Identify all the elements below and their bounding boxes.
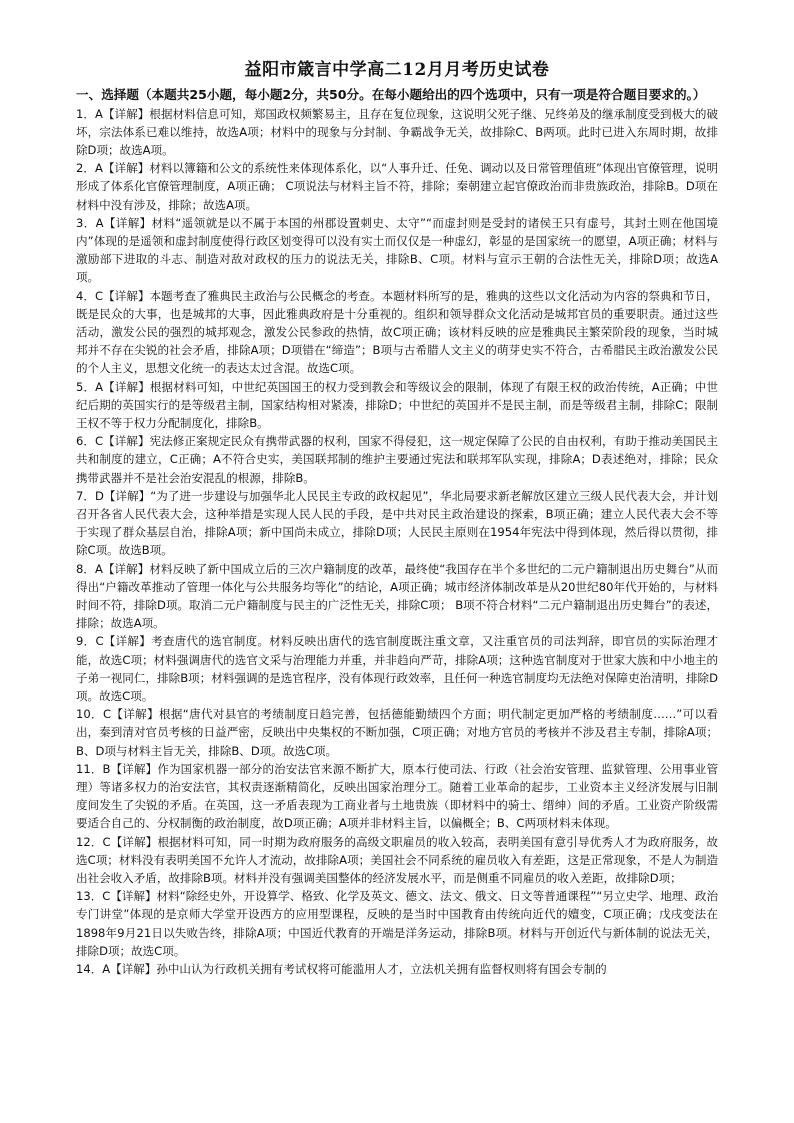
list-item [76, 833, 718, 888]
item-num: 10． [76, 707, 103, 722]
list-item [76, 432, 718, 487]
item-answer: B [102, 761, 111, 776]
item-num: 6． [76, 434, 96, 449]
page [76, 58, 718, 978]
list-item [76, 214, 718, 287]
item-answer: A [95, 215, 104, 230]
item-tag: 【详解】 [102, 161, 150, 176]
page-title: 益阳市箴言中学高二12月月考历史试卷 [244, 60, 550, 80]
item-tag: 【详解】 [103, 434, 150, 449]
item-text: 宪法修正案规定民众有携带武器的权利，国家不得侵犯，这一规定保障了公民的自由权利，有助于推动美国民主共和制度的建立，C正确；A不符合史实，美国联邦制的维护主要通过宪法和联邦军队实现，排除A；D表述绝对，排除；民众携带武器并不是社会治安混乱的根源，排除B。 [76, 434, 719, 485]
item-answer: A [95, 379, 104, 394]
item-tag: 【详解】 [110, 962, 157, 977]
item-answer: C [95, 434, 104, 449]
item-tag: 【详解】 [103, 488, 151, 503]
item-num: 9． [76, 634, 96, 649]
item-tag: 【详解】 [103, 634, 152, 649]
item-num: 11． [76, 761, 103, 776]
list-item [76, 378, 718, 433]
item-num: 14． [76, 962, 103, 977]
item-answer: C [95, 634, 104, 649]
item-text: 作为国家机器一部分的治安法官来源不断扩大，原本行使司法、行政（社会治安管理、监狱管理、公用事业管理）等诸多权力的治安法官，其权责逐渐精简化，反映出国家治理分工。随着工业革命的起步，工业资本主义经济发展与旧制度间发生了尖锐的矛盾。在英国，这一矛盾表现为工商业者与土地贵族（即材料中的骑士、缙绅）间的矛盾。工业资产阶级需要适合自己的、分权制衡的政治制度，故D项正确；A项并非材料主旨，以偏概全；B、C两项材料未体现。 [76, 761, 718, 831]
list-item [76, 705, 718, 760]
item-answer: C [95, 288, 104, 303]
item-num: 1． [76, 106, 96, 121]
item-text: 根据“唐代对县官的考绩制度日趋完善，包括德能勤绩四个方面；明代制定更加严格的考绩制度……”可以看出，秦到清对官员考核的日益严密，反映出中央集权的不断加强，C项正确；对地方官员的考核并不涉及君主专制，排除A项；B、D项与材料主旨无关，排除B、D项。故选C项。 [76, 707, 718, 758]
item-text: 根据材料可知，中世纪英国国王的权力受到教会和等级议会的限制，体现了有限王权的政治传统，A正确；中世纪后期的英国实行的是等级君主制，国家结构相对紧凑，排除D；中世纪的英国并不是民主制，而是等级君主制，排除C；限制王权不等于权力分配制度化，排除B。 [76, 379, 718, 430]
item-answer: C [102, 889, 111, 904]
item-num: 12． [76, 834, 103, 849]
list-item [76, 560, 718, 633]
list-item [76, 159, 718, 214]
item-num: 8． [76, 561, 95, 576]
item-text: 孙中山认为行政机关拥有考试权将可能滥用人才，立法机关拥有监督权则将有国会专制的 [156, 962, 607, 977]
item-text: 材料以簿籍和公文的系统性来体现体系化，以“人事升迁、任免、调动以及日常管理值班”体现出官僚管理，说明形成了体系化官僚管理制度，A项正确； C项说法与材料主旨不符，排除；秦朝建立起官僚政治而非贵族政治，排除B。D项在材料中没有涉及，排除；故选A项。 [76, 161, 718, 212]
item-text: 材料“遥领就是以不属于本国的州郡设置刺史、太守”“而虚封则是受封的诸侯王只有虚号，其封土则在他国境内”体现的是遥领和虚封制度使得行政区划变得可以没有实土而仅仅是一种虚幻，彰显的是国家统一的愿望，A项正确；材料与激励部下进取的斗志、制造对敌对政权的压力的说法无关，排除B、C项。材料与宣示王朝的合法性无关，排除D项；故选A项。 [76, 215, 718, 285]
section-heading: 一、选择题（本题共25小题，每小题2分，共50分。在每小题给出的四个选项中，只有一项是符合题目要求的。） [76, 87, 706, 102]
item-num: 3． [76, 215, 96, 230]
item-tag: 【详解】 [103, 215, 152, 230]
item-num: 5． [76, 379, 96, 394]
item-tag: 【详解】 [103, 379, 150, 394]
list-item [76, 632, 718, 705]
item-answer: C [102, 707, 112, 722]
answer-list [76, 105, 718, 979]
item-text: 根据材料可知，同一时期为政府服务的高级文职雇员的收入较高，表明美国有意引导优秀人才为政府服务，故选C项；材料没有表明美国不允许人才流动，故排除A项；美国社会不同系统的雇员收入有差距，这是正常现象，不是人为制造出社会收入矛盾，故排除B项。材料并没有强调美国整体的经济发展水平，而是侧重不同雇员的收入差距，故排除D项； [76, 834, 718, 886]
item-text: 考查唐代的选官制度。材料反映出唐代的选官制度既注重文章，又注重官员的司法判辞，即官员的实际治理才能，故选C项；材料强调唐代的选官文采与治理能力并重，并非趋向严苛，排除A项；这种选官制度对于世家大族和中小地主的子弟一视同仁，排除B项；材料强调的是选官程序，没有体现行政效率，且任何一种选官制度均无法绝对保障吏治清明，排除D项。故选C项。 [76, 634, 718, 703]
item-text: 本题考查了雅典民主政治与公民概念的考查。本题材料所写的是，雅典的这些以文化活动为内容的祭典和节日，既是民众的大事，也是城邦的大事，因此雅典政府是十分重视的。组织和领导群众文化活动是城邦官员的重要职责。通过这些活动，激发公民的强烈的城邦观念，激发公民参政的热情，故C项正确；该材料反映的应是雅典民主繁荣阶段的现象，当时城邦并不存在尖锐的社会矛盾，排除A项；D项错在“缔造”；B项与古希腊人文主义的萌芽史实不符合，古希腊民主政治激发公民的个人主义，思想文化统一的表达太过含混。故选C项。 [76, 288, 719, 376]
item-tag: 【详解】 [110, 761, 158, 776]
item-tag: 【详解】 [110, 834, 158, 849]
item-text: “为了进一步建设与加强华北人民民主专政的政权起见”，华北局要求新老解放区建立三级人民代表大会，并计划召开各省人民代表大会，这种举措是实现人民人民的手段，是中共对民主政治建设的探索，B项正确；建立人民代表大会不等于实现了群众基层自治，排除A项；新中国尚未成立，排除D项；人民民主原则在1954年宪法中得到体现，然后得以贯彻，排除C项。故选B项。 [76, 488, 719, 558]
item-tag: 【详解】 [110, 889, 157, 904]
item-answer: C [102, 834, 111, 849]
item-num: 7． [76, 488, 95, 503]
item-answer: A [95, 106, 103, 121]
item-text: 材料反映了新中国成立后的三次户籍制度的改革，最终使“我国存在半个多世纪的二元户籍制退出历史舞台”从而得出“户籍改革推动了管理一体化与公共服务均等化”的结论，A项正确；城市经济体制改革是从20世纪80年代开始的，与材料时间不符，排除D项。取消二元户籍制度与民主的广泛性无关，排除C项； B项不符合材料“二元户籍制退出历史舞台”的表述，排除；故选A项。 [76, 561, 718, 631]
item-answer: A [95, 161, 103, 176]
list-item [76, 760, 718, 833]
item-tag: 【详解】 [103, 288, 150, 303]
list-item [76, 287, 718, 378]
item-answer: D [94, 488, 104, 503]
item-answer: A [102, 962, 111, 977]
item-tag: 【详解】 [102, 106, 150, 121]
list-item [76, 887, 718, 960]
item-text: 材料“除经史外，开设算学、格致、化学及英文、德文、法文、俄文、日文等普通课程”“另立史学、地理、政治专门讲堂”体现的是京师大学堂开设西方的应用型课程，反映的是当时中国教育由传统向近代的嬗变，C项正确；戊戌变法在1898年9月21日以失败告终，排除A项；中国近代教育的开端是洋务运动，排除B项。材料与开创近代与新体制的说法无关，排除D项；故选C项。 [76, 889, 718, 958]
item-tag: 【详解】 [102, 561, 150, 576]
item-num: 13． [76, 889, 103, 904]
item-tag: 【详解】 [111, 707, 159, 722]
item-num: 4． [76, 288, 96, 303]
item-text: 根据材料信息可知，郑国政权频繁易主，且存在复位现象，这说明父死子继、兄终弟及的继承制度受到极大的破坏，宗法体系已难以维持，故选A项；材料中的现象与分封制、争霸战争无关，故排除C、B两项。此时已进入东周时期，故排除D项；故选A项。 [76, 106, 718, 157]
item-num: 2． [76, 161, 95, 176]
list-item [76, 487, 718, 560]
item-answer: A [95, 561, 103, 576]
list-item [76, 105, 718, 160]
list-item [76, 960, 718, 978]
